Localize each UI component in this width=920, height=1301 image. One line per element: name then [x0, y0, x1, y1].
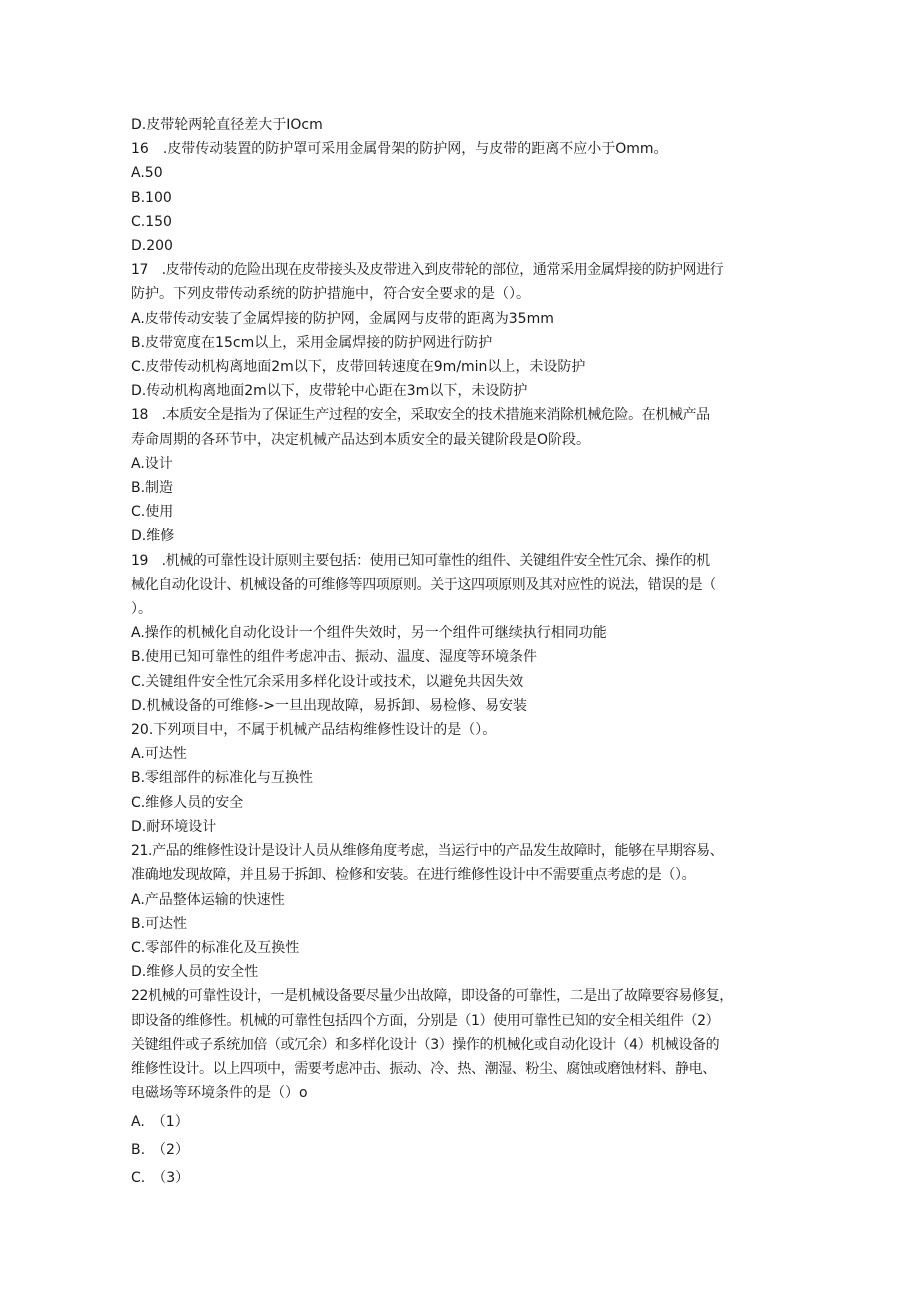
text-line: 维修性设计。以上四项中，需要考虑冲击、振动、冷、热、潮湿、粉尘、腐蚀或磨蚀材料、静电、: [131, 1060, 716, 1077]
text-line: A.皮带传动安装了金属焊接的防护网，金属网与皮带的距离为35mm: [131, 310, 554, 327]
text-line: B.制造: [131, 480, 174, 497]
text-line: 20.下列项目中，不属于机械产品结构维修性设计的是（）。: [131, 722, 497, 739]
text-line: 21.产品的维修性设计是设计人员从维修角度考虑，当运行中的产品发生故障时，能够在早期容易、: [131, 843, 724, 860]
text-line: D.维修人员的安全性: [131, 964, 259, 981]
option-a: A. （1）: [131, 1114, 189, 1131]
text-line: 寿命周期的各环节中，决定机械产品达到本质安全的最关键阶段是O阶段。: [131, 431, 591, 448]
text-line: 准确地发现故障，并且易于拆卸、检修和安装。在进行维修性设计中不需要重点考虑的是（）。: [131, 867, 696, 884]
text-line: 17 .皮带传动的危险出现在皮带接头及皮带进入到皮带轮的部位，通常采用金属焊接的防护网进行: [131, 262, 724, 279]
text-line: C.150: [131, 213, 172, 230]
text-line: C.零部件的标准化及互换性: [131, 939, 300, 956]
text-line: D.维修: [131, 528, 175, 545]
text-line: B.可达性: [131, 915, 188, 932]
text-line: 械化自动化设计、机械设备的可维修等四项原则。关于这四项原则及其对应性的说法，错误的是（: [131, 576, 716, 593]
text-line: D.机械设备的可维修->一旦出现故障，易拆卸、易检修、易安装: [131, 697, 528, 714]
text-line: C.维修人员的安全: [131, 794, 244, 811]
text-line: B.100: [131, 189, 172, 206]
text-line: 关键组件或子系统加倍（或冗余）和多样化设计（3）操作的机械化或自动化设计（4）机械设备的: [131, 1036, 720, 1053]
text-line: 18 .本质安全是指为了保证生产过程的安全，采取安全的技术措施来消除机械危险。在机械产品: [131, 407, 710, 424]
text-line: ）。: [131, 601, 152, 618]
text-line: 防护。下列皮带传动系统的防护措施中，符合安全要求的是（）。: [131, 286, 530, 303]
text-line: D.耐环境设计: [131, 818, 217, 835]
text-line: 22机械的可靠性设计，一是机械设备要尽量少出故障，即设备的可靠性，二是出了故障要容易修复，: [131, 988, 733, 1005]
text-line: A.可达性: [131, 746, 187, 763]
text-line: A.设计: [131, 455, 173, 472]
text-line: A.操作的机械化自动化设计一个组件失效时，另一个组件可继续执行相同功能: [131, 625, 607, 642]
option-c: C. （3）: [131, 1170, 190, 1187]
text-line: 19 .机械的可靠性设计原则主要包括：使用已知可靠性的组件、关键组件安全性冗余、操作的机: [131, 552, 710, 569]
text-line: C.使用: [131, 504, 174, 521]
text-line: D.皮带轮两轮直径差大于IOcm: [131, 117, 323, 133]
text-line: 16 .皮带传动装置的防护罩可采用金属骨架的防护网，与皮带的距离不应小于Omm。: [131, 141, 668, 158]
option-b: B. （2）: [131, 1142, 189, 1159]
text-line: C.关键组件安全性冗余采用多样化设计或技术，以避免共因失效: [131, 673, 524, 690]
text-line: B.使用已知可靠性的组件考虑冲击、振动、温度、湿度等环境条件: [131, 649, 538, 666]
text-line: B.皮带宽度在15cm以上，采用金属焊接的防护网进行防护: [131, 334, 493, 351]
text-line: A.产品整体运输的快速性: [131, 891, 285, 908]
answer-options: [131, 1108, 793, 1192]
text-line: 电磁场等环境条件的是（）o: [131, 1085, 308, 1102]
text-line: B.零组部件的标准化与互换性: [131, 770, 314, 787]
question-text: [131, 113, 793, 1105]
document-page: [131, 113, 793, 1192]
text-line: A.50: [131, 165, 163, 182]
text-line: C.皮带传动机构离地面2m以下，皮带回转速度在9m/min以上，未设防护: [131, 359, 586, 376]
text-line: D.传动机构离地面2m以下，皮带轮中心距在3m以下，未设防护: [131, 383, 528, 400]
text-line: 即设备的维修性。机械的可靠性包括四个方面，分别是（1）使用可靠性已知的安全相关组件（2）: [131, 1012, 720, 1029]
text-line: D.200: [131, 238, 173, 255]
